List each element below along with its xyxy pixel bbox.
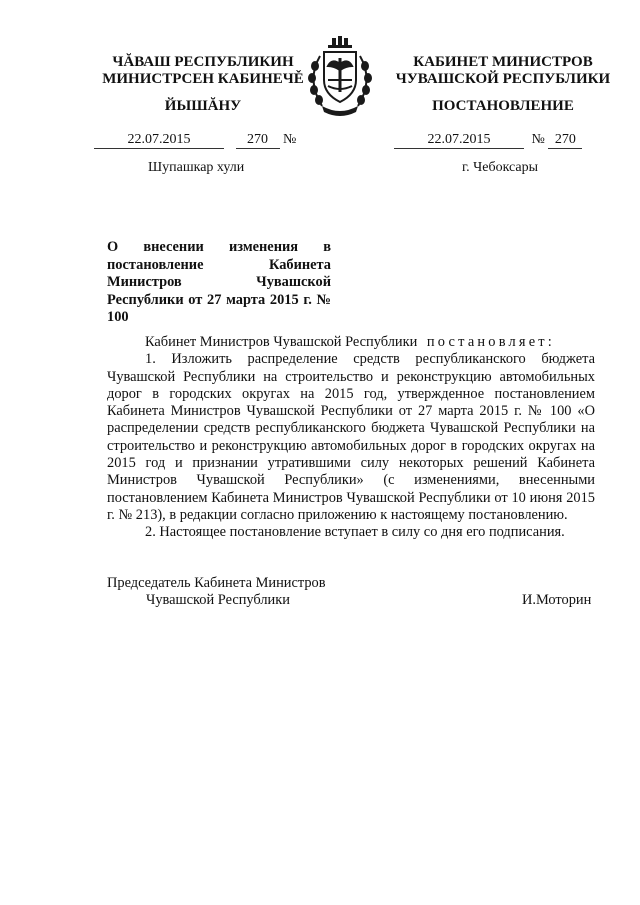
header-right-org-line1: КАБИНЕТ МИНИСТРОВ [413,54,593,70]
date-line-left [94,132,296,149]
signature-position-line2: Чувашской Республики [146,592,290,608]
chuvash-coat-of-arms-icon [298,36,382,120]
item-1: 1. Изложить распределение средств республиканского бюджета Чувашской Республики на строительство и реконструкцию автомобильных дорог в городских округах на 2015 год, утвержденное постановлением Кабинета Министров Чувашской Республики от 27 марта 2015 г. № 100 «О распределении средств республиканского бюджета Чувашской Республики на строительство и реконструкцию автомобильных дорог в городских округах на 2015 год и признании утратившими силу некоторых решений Кабинета Министров Чувашской Республики» (с изменениями, внесенными постановлением Кабинета Министров Чувашской Республики от 10 июня 2015 г. № 213), в редакции согласно приложению к настоящему постановлению. [107,351,595,523]
date-left: 22.07.2015 [94,132,224,149]
city-left: Шупашкар хули [148,160,245,175]
item-2: 2. Настоящее постановление вступает в силу со дня его подписания. [145,524,565,541]
document-subject: О внесении изменения в постановление Кабинета Министров Чувашской Республики от 27 марта 2015 г. № 100 [107,239,331,325]
number-left: 270 [236,132,280,149]
header-left-doc-type: ЙЫШĂНУ [164,98,242,114]
header-right-doc-type: ПОСТАНОВЛЕНИЕ [432,98,574,114]
number-sign-right: № [531,132,545,147]
document-body [107,334,595,542]
header-right-org-line2: ЧУВАШСКОЙ РЕСПУБЛИКИ [395,71,611,87]
preamble-text: Кабинет Министров Чувашской Республики [145,334,418,350]
number-sign-left: № [283,132,297,147]
number-right: 270 [548,132,582,149]
preamble [107,334,595,351]
signature-name: И.Моторин [522,592,592,608]
date-right: 22.07.2015 [394,132,524,149]
preamble-spaced-verb: постановляет: [426,334,555,350]
signature-position-line1: Председатель Кабинета Министров [107,575,326,591]
city-right: г. Чебоксары [462,160,539,175]
date-line-right [394,132,582,149]
header-left-org [88,54,318,88]
header-left-org-line1: ЧĂВАШ РЕСПУБЛИКИН [112,54,294,70]
header-left-org-line2: МИНИСТРСЕН КАБИНЕЧĚ [102,71,304,87]
header-right-org [388,54,618,88]
